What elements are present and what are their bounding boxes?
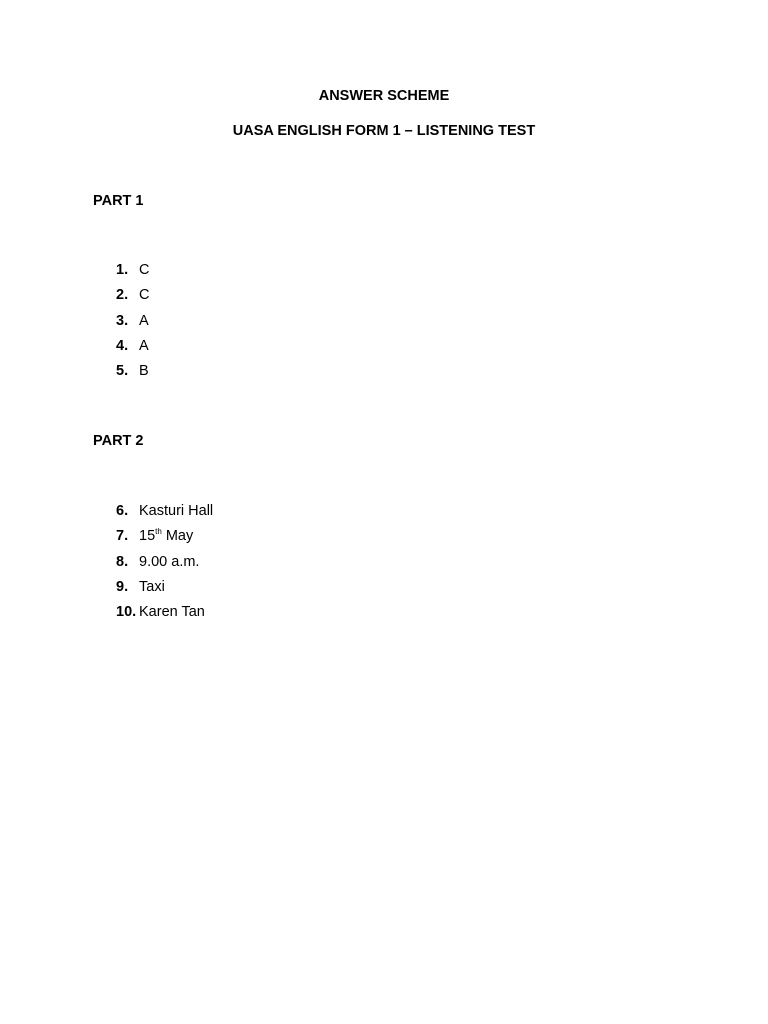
part-1-heading: PART 1 — [93, 193, 144, 209]
answer-number: 4. — [116, 337, 129, 354]
answer-item — [116, 502, 213, 527]
answer-number: 8. — [116, 553, 129, 570]
answer-item — [116, 603, 213, 628]
answer-text — [139, 527, 193, 545]
answer-item — [116, 553, 213, 578]
part-1-answer-list — [116, 261, 149, 387]
part-2-answer-list — [116, 502, 213, 628]
answer-text: A — [139, 337, 149, 354]
answer-text: C — [139, 262, 150, 278]
answer-number: 10. — [116, 604, 137, 621]
answer-number: 2. — [116, 287, 129, 304]
answer-text: A — [139, 312, 149, 329]
answer-item — [116, 312, 149, 337]
ordinal-suffix: th — [155, 527, 162, 537]
answer-item — [116, 362, 149, 387]
document-subtitle: UASA ENGLISH FORM 1 – LISTENING TEST — [232, 123, 536, 139]
answer-text: B — [139, 363, 149, 380]
answer-text: Taxi — [139, 578, 165, 595]
answer-text: C — [139, 287, 150, 304]
answer-day: 15 — [139, 528, 156, 545]
answer-month: May — [161, 528, 194, 545]
answer-number: 5. — [116, 363, 129, 380]
document-title: ANSWER SCHEME — [318, 88, 450, 104]
answer-item — [116, 261, 149, 286]
answer-number: 3. — [116, 312, 129, 329]
answer-item — [116, 337, 149, 362]
answer-item — [116, 286, 149, 311]
part-2-heading: PART 2 — [93, 433, 144, 449]
answer-item — [116, 527, 213, 552]
answer-number: 6. — [116, 503, 129, 519]
answer-number: 7. — [116, 528, 129, 545]
answer-text: 9.00 a.m. — [139, 553, 200, 570]
answer-number: 1. — [116, 262, 129, 278]
answer-number: 9. — [116, 578, 129, 595]
answer-item — [116, 578, 213, 603]
answer-text: Karen Tan — [139, 604, 205, 621]
answer-text: Kasturi Hall — [139, 503, 214, 519]
